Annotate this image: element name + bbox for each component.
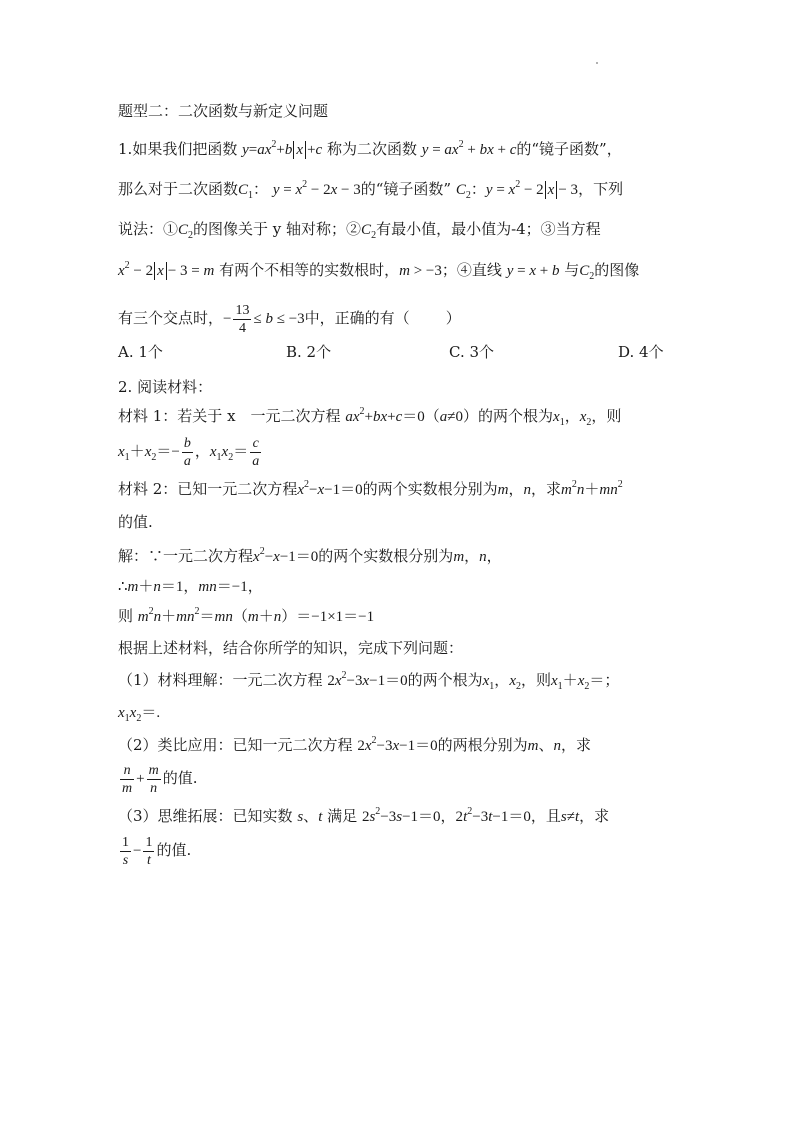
section-title: 题型二：二次函数与新定义问题	[118, 102, 329, 120]
fraction-13-over-4: $\frac{13}{4}$	[235, 302, 250, 336]
fraction-b-over-a: $\frac{b}{a}$	[183, 435, 191, 469]
option-c: C. 3个	[449, 343, 495, 361]
scan-speck	[596, 62, 598, 64]
material-1-line-1: 材料 1：若关于 x 一元二次方程 $ax^2+bx+c=0(a\ne 0)$的两个根为$x_1$，$x_2$，则	[118, 406, 622, 428]
part-2-line-1: （2）类比应用：已知一元二次方程 $2x^2-3x-1=0$的两根分别为m、n，求	[118, 735, 591, 754]
math-mirror-function: y	[242, 142, 249, 158]
fraction-m-over-n: $\frac{m}{n}$	[148, 762, 159, 796]
part-1-line-1: （1）材料理解：一元二次方程 $2x^2-3x-1=0$的两个根为$x_1$，$x_2$，则$x_1+x_2=$；	[118, 670, 620, 692]
q2-heading: 2. 阅读材料：	[118, 378, 213, 396]
fraction-n-over-m: $\frac{n}{m}$	[122, 762, 133, 796]
material-1-line-2: $x_1+x_2=-$ $\frac{b}{a}$ ，$x_1x_2=$ $\frac{c}{a}$	[118, 435, 260, 469]
part-2-line-2: $\frac{n}{m}$ + $\frac{m}{n}$ 的值.	[122, 762, 198, 796]
q1-line-3: 说法：$①C_2$的图像关于 y 轴对称；$②C_2$有最小值，最小值为-4；③当方程	[118, 220, 601, 241]
instructions: 根据上述材料，结合你所学的知识，完成下列问题：	[118, 639, 464, 657]
material-2-line-2: 的值.	[118, 513, 153, 531]
option-a: A. 1个	[118, 343, 163, 361]
part-3-line-2: $\frac{1}{s}$ − $\frac{1}{t}$ 的值.	[122, 834, 192, 868]
solution-line-3: 则 $m^2n+mn^2=mn(m+n)=-1\times 1=-1$	[118, 606, 375, 625]
material-2-line-1: 材料 2：已知一元二次方程$x^2-x-1=0$的两个实数根分别为m，n，求$m^2n+mn^2$	[118, 479, 623, 498]
fraction-1-over-t: $\frac{1}{t}$	[145, 834, 153, 868]
option-b: B. 2个	[286, 343, 332, 361]
fraction-c-over-a: $\frac{c}{a}$	[252, 435, 260, 469]
q1-line-4: $x^2 - 2$ x − 3 = m 有两个不相等的实数根时，m > −3；④直线 y = x + b 与$C_2$的图像	[118, 260, 640, 282]
q1-line-1: 1.如果我们把函数 $y=ax^2+b$ x +c 称为二次函数 $y = ax^2$ + bx + c的“镜子函数”，	[118, 139, 622, 158]
solution-line-1: 解：∵一元二次方程$x^2-x-1=0$的两个实数根分别为m，n，	[118, 546, 502, 565]
q1-line-5: 有三个交点时，− $\frac{13}{4}$ ≤ b ≤ −3中，正确的有（ ）	[118, 302, 461, 336]
q1-line-2: 那么对于二次函数$C_1$： $y = x^2 - 2x - 3$的“镜子函数” $C_2$：$y = x^2 - 2$ x − 3，下列	[118, 179, 624, 201]
fraction-1-over-s: $\frac{1}{s}$	[122, 834, 129, 868]
part-1-line-2: $x_1x_2=$.	[118, 705, 161, 724]
option-d: D. 4个	[618, 343, 664, 361]
part-3-line-1: （3）思维拓展：已知实数 s、t 满足 $2s^2-3s-1=0$，$2t^2-3t-1=0$，且s≠t，求	[118, 806, 610, 825]
solution-line-2: ∴m＋n＝1，mn＝−1，	[118, 577, 263, 595]
